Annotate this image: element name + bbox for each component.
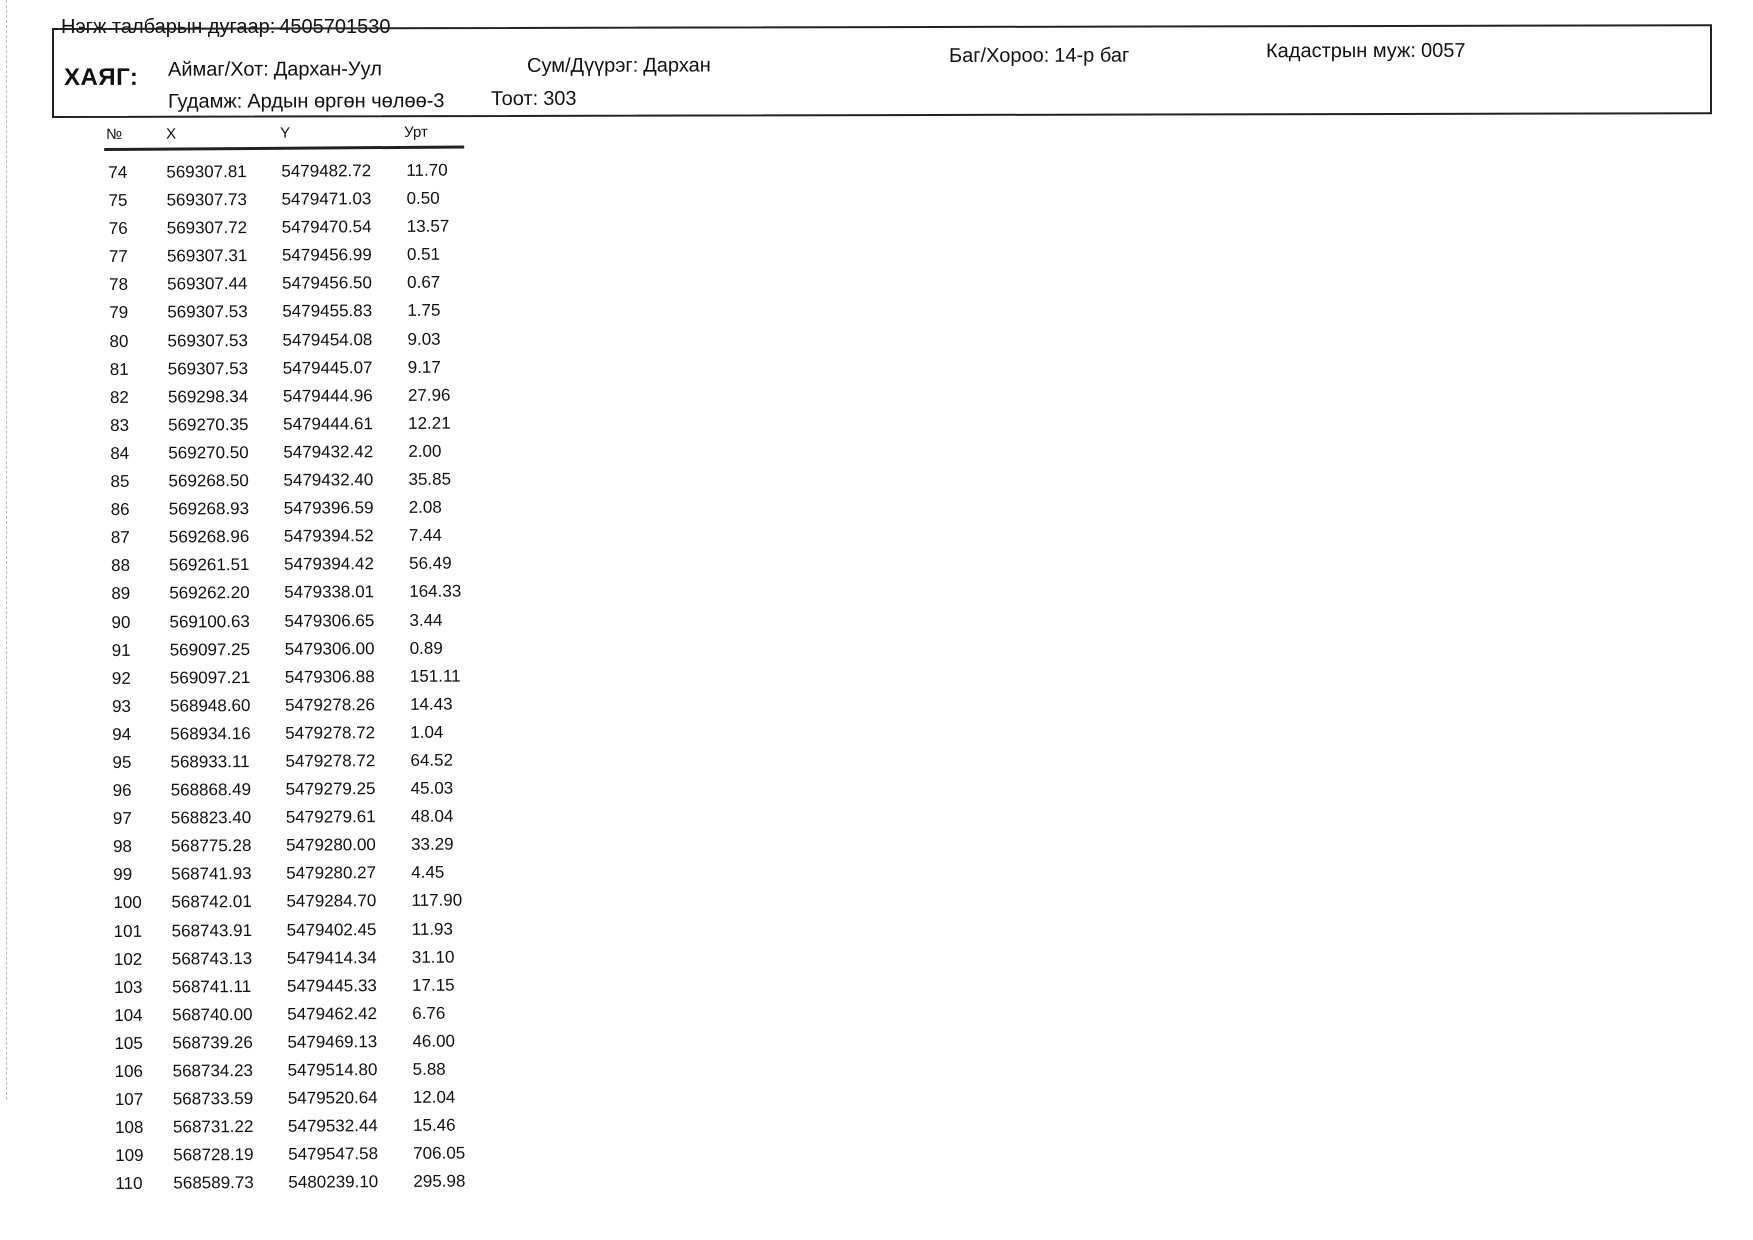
header-no: №	[106, 125, 123, 143]
cell-x: 569268.96	[168, 527, 250, 547]
address-box	[52, 24, 1712, 118]
table-row	[109, 803, 469, 834]
coordinate-table	[104, 121, 471, 1198]
cell-length: 27.96	[407, 385, 451, 405]
cell-length: 1.75	[407, 301, 441, 321]
kadastr-label: Кадастрын муж:	[1266, 39, 1416, 63]
cell-x: 568933.11	[170, 751, 250, 772]
table-row	[110, 1027, 470, 1058]
cell-length: 17.15	[411, 975, 455, 995]
cell-length: 4.45	[411, 862, 445, 883]
cell-no: 93	[111, 696, 132, 716]
cell-x: 568743.13	[171, 948, 253, 969]
cell-x: 568742.01	[171, 892, 252, 912]
cell-y: 5479520.64	[287, 1088, 378, 1108]
street-value: Ардын өргөн чөлөө-3	[247, 90, 445, 113]
cell-length: 164.33	[409, 581, 462, 602]
cell-y: 5479469.13	[287, 1032, 378, 1052]
cell-x: 569261.51	[169, 555, 250, 575]
cell-length: 11.70	[406, 160, 448, 180]
cell-y: 5479454.08	[282, 329, 373, 350]
cell-x: 568934.16	[170, 723, 251, 744]
sum-label: Сум/Дүүрэг:	[527, 54, 639, 77]
cell-x: 569307.72	[166, 218, 248, 238]
table-row	[106, 437, 466, 468]
cell-no: 81	[109, 359, 129, 379]
cell-length: 15.46	[412, 1115, 456, 1136]
cell-length: 56.49	[409, 553, 452, 574]
cell-no: 87	[110, 528, 130, 548]
cell-no: 75	[108, 190, 128, 211]
aimag-field	[168, 58, 382, 81]
table-row	[105, 297, 465, 328]
table-row	[104, 185, 464, 216]
table-row	[106, 381, 466, 412]
aimag-value: Дархан-Уул	[273, 58, 382, 81]
cell-length: 0.50	[406, 188, 440, 208]
cell-no: 91	[111, 640, 131, 660]
cell-x: 568733.59	[172, 1089, 254, 1109]
cell-y: 5479445.33	[286, 975, 377, 996]
cell-x: 569298.34	[167, 386, 249, 407]
cell-no: 97	[112, 808, 132, 829]
table-row	[110, 999, 470, 1030]
cell-no: 107	[114, 1089, 144, 1110]
cell-no: 102	[113, 949, 143, 969]
cell-no: 103	[113, 977, 143, 997]
cell-length: 48.04	[410, 806, 454, 827]
kadastr-value: 0057	[1420, 39, 1466, 62]
street-label: Гудамж:	[168, 90, 243, 113]
table-row	[110, 971, 470, 1002]
cell-x: 568589.73	[173, 1173, 254, 1193]
cell-x: 568823.40	[170, 808, 252, 828]
cell-length: 13.57	[406, 216, 450, 237]
table-row	[111, 1112, 471, 1143]
table-row	[108, 662, 468, 693]
cell-y: 5479396.59	[283, 498, 374, 518]
cell-y: 5479514.80	[287, 1060, 378, 1080]
table-row	[109, 831, 469, 862]
table-row	[106, 409, 466, 440]
table-row	[107, 578, 467, 609]
table-row	[109, 859, 469, 890]
cell-length: 12.21	[408, 413, 451, 433]
cell-no: 96	[112, 780, 132, 801]
cell-no: 90	[111, 612, 131, 632]
cell-y: 5479547.58	[288, 1144, 379, 1165]
cell-no: 104	[114, 1005, 143, 1025]
cell-no: 92	[111, 668, 131, 688]
cell-x: 569268.93	[168, 499, 250, 519]
header-y: Y	[280, 124, 291, 142]
cell-no: 98	[112, 837, 133, 857]
cell-x: 569307.44	[167, 274, 248, 294]
parcel-number-value: 4505701530	[279, 16, 391, 38]
cell-no: 83	[110, 415, 130, 435]
cell-no: 80	[109, 331, 129, 351]
cell-no: 78	[109, 275, 129, 295]
cell-x: 569307.81	[166, 162, 247, 182]
cell-x: 569307.73	[166, 190, 247, 210]
table-row	[107, 550, 467, 581]
table-row	[108, 718, 468, 749]
cell-no: 110	[115, 1174, 143, 1194]
cell-y: 5479444.96	[282, 385, 373, 406]
cell-y: 5479306.88	[284, 666, 375, 687]
cell-y: 5479306.00	[284, 638, 375, 659]
cell-no: 74	[108, 162, 128, 182]
bag-label: Баг/Хороо:	[949, 44, 1050, 67]
cell-x: 568868.49	[170, 780, 252, 800]
cell-y: 5479280.27	[286, 863, 377, 884]
cell-y: 5479470.54	[281, 217, 372, 237]
cell-y: 5479279.25	[285, 779, 376, 799]
cell-x: 568731.22	[172, 1117, 254, 1137]
cell-y: 5479445.07	[282, 357, 373, 378]
cell-length: 9.03	[407, 329, 441, 349]
cell-y: 5479278.72	[285, 751, 376, 771]
cell-y: 5479394.42	[284, 554, 374, 575]
cell-no: 106	[114, 1061, 144, 1081]
table-row	[106, 353, 466, 384]
table-row	[105, 213, 465, 244]
table-body	[104, 156, 471, 1198]
table-row	[108, 746, 468, 777]
cell-x: 568740.00	[172, 1004, 253, 1025]
cell-no: 85	[110, 471, 130, 491]
cell-x: 569270.35	[168, 414, 249, 435]
door-number-value: 303	[543, 87, 577, 110]
cell-y: 5479278.26	[284, 694, 375, 715]
cell-length: 33.29	[410, 834, 454, 855]
cell-no: 82	[109, 387, 129, 407]
cell-length: 31.10	[411, 947, 455, 967]
sum-value: Дархан	[643, 54, 711, 77]
table-row	[109, 775, 469, 806]
table-row	[111, 1168, 471, 1199]
cell-x: 569270.50	[168, 442, 249, 463]
aimag-label: Аймаг/Хот:	[168, 58, 269, 81]
cell-length: 9.17	[407, 357, 441, 377]
address-label: ХАЯГ:	[64, 63, 139, 91]
cell-x: 568728.19	[173, 1145, 254, 1165]
header-x: X	[166, 125, 177, 143]
table-row	[111, 1084, 471, 1115]
table-row	[104, 156, 464, 187]
cell-y: 5479414.34	[286, 947, 377, 968]
cell-x: 569268.50	[168, 471, 249, 491]
table-row	[106, 466, 466, 497]
cell-no: 94	[112, 724, 132, 744]
sum-field	[527, 55, 711, 78]
cell-no: 100	[113, 893, 142, 913]
cell-no: 99	[113, 865, 133, 885]
table-row	[107, 494, 467, 525]
door-number-label: Тоот:	[491, 87, 539, 111]
header-length: Урт	[404, 123, 428, 141]
cell-length: 2.08	[408, 497, 442, 518]
cell-length: 2.00	[408, 441, 442, 461]
cell-x: 568734.23	[172, 1060, 254, 1081]
cell-x: 569097.21	[169, 667, 251, 688]
cell-y: 5479394.52	[283, 526, 374, 546]
table-row	[107, 606, 467, 637]
cell-y: 5479432.42	[283, 442, 374, 462]
cell-no: 86	[110, 499, 130, 520]
cell-length: 64.52	[410, 750, 454, 770]
door-number-field	[491, 88, 577, 111]
cell-x: 569097.25	[169, 639, 251, 660]
cell-y: 5479284.70	[286, 891, 377, 912]
table-row	[108, 634, 468, 665]
cell-y: 5479456.99	[281, 245, 372, 266]
cell-length: 0.89	[409, 638, 443, 658]
table-header	[104, 121, 464, 151]
table-row	[105, 269, 465, 300]
cell-y: 5479456.50	[282, 273, 373, 294]
parcel-number-label: Нэгж талбарын дугаар:	[61, 16, 276, 38]
table-row	[111, 1140, 471, 1171]
cell-length: 117.90	[411, 890, 463, 911]
table-row	[110, 943, 470, 974]
cell-length: 0.67	[407, 273, 441, 293]
cell-y: 5479338.01	[284, 582, 375, 603]
cell-y: 5479462.42	[287, 1003, 378, 1024]
cell-x: 569307.53	[167, 358, 249, 379]
cell-length: 1.04	[410, 722, 444, 742]
table-row	[108, 690, 468, 721]
page-edge-marks	[6, 0, 7, 1100]
cell-y: 5479306.65	[284, 610, 375, 631]
cell-y: 5479444.61	[283, 413, 373, 434]
cell-y: 5479402.45	[286, 919, 377, 940]
cell-y: 5479471.03	[281, 189, 372, 209]
cell-length: 5.88	[412, 1059, 446, 1079]
cell-y: 5479532.44	[287, 1116, 378, 1136]
cell-length: 11.93	[411, 919, 453, 939]
cell-no: 76	[108, 219, 128, 239]
cell-x: 568948.60	[169, 695, 251, 716]
cell-length: 0.51	[406, 244, 441, 265]
cell-x: 568743.91	[171, 920, 253, 941]
cell-no: 109	[115, 1146, 144, 1166]
cell-x: 568741.93	[171, 864, 252, 884]
cell-no: 108	[114, 1117, 144, 1138]
cell-length: 35.85	[408, 469, 452, 489]
cell-y: 5479278.72	[285, 722, 376, 743]
cell-length: 46.00	[412, 1031, 456, 1051]
cell-x: 569262.20	[169, 583, 250, 603]
cell-length: 7.44	[408, 525, 443, 546]
cell-y: 5479280.00	[285, 835, 376, 855]
kadastr-field	[1266, 40, 1465, 63]
cell-y: 5479279.61	[285, 807, 376, 827]
cell-y: 5480239.10	[288, 1172, 379, 1193]
cell-length: 45.03	[410, 778, 454, 798]
cell-no: 88	[111, 556, 131, 576]
table-row	[105, 241, 465, 272]
cell-length: 12.04	[412, 1087, 456, 1107]
table-row	[109, 887, 469, 918]
cell-x: 568775.28	[170, 836, 252, 856]
cell-y: 5479455.83	[282, 301, 373, 322]
cell-no: 84	[110, 443, 130, 463]
bag-value: 14-р баг	[1054, 44, 1130, 67]
cell-length: 3.44	[409, 610, 443, 630]
bag-field	[949, 45, 1129, 68]
table-row	[110, 915, 470, 946]
table-row	[105, 325, 465, 356]
cell-length: 706.05	[413, 1143, 466, 1164]
cell-y: 5479482.72	[281, 161, 372, 181]
cell-x: 569307.53	[167, 302, 248, 323]
cell-no: 101	[113, 921, 143, 941]
cell-no: 77	[108, 247, 128, 267]
cell-length: 295.98	[413, 1171, 466, 1192]
cell-length: 151.11	[409, 666, 461, 686]
cell-length: 6.76	[412, 1003, 446, 1023]
cell-length: 14.43	[409, 694, 453, 714]
cell-x: 569307.31	[166, 246, 248, 266]
cell-x: 568739.26	[172, 1032, 253, 1053]
cell-no: 89	[111, 584, 131, 604]
cell-no: 95	[112, 752, 132, 772]
cell-x: 568741.11	[171, 976, 252, 997]
street-field	[168, 90, 444, 114]
cell-x: 569100.63	[169, 611, 250, 632]
cell-no: 79	[109, 303, 129, 323]
table-row	[111, 1055, 471, 1086]
cell-no: 105	[114, 1033, 143, 1053]
cell-y: 5479432.40	[283, 470, 374, 490]
cell-x: 569307.53	[167, 330, 248, 351]
table-row	[107, 522, 467, 553]
